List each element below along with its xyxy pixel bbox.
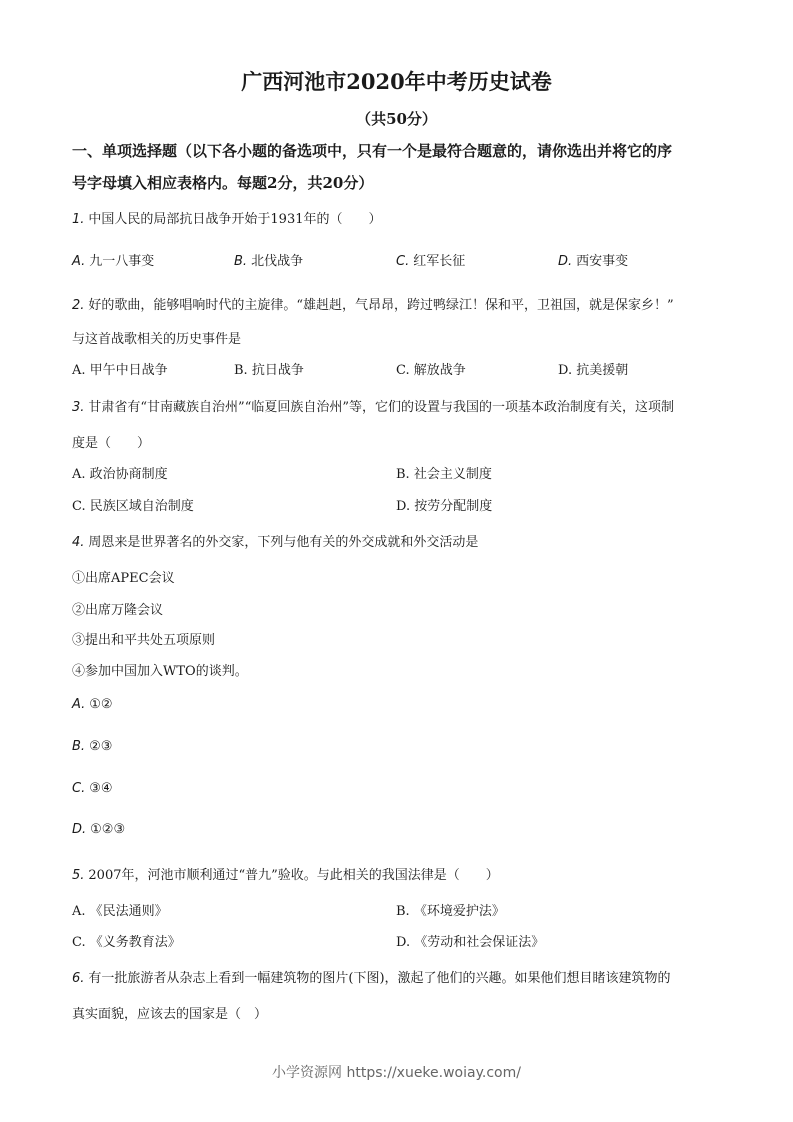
footer-watermark: 小学资源网 https://xueke.woiay.com/ <box>272 1065 521 1081</box>
q3-option-d: D. 按劳分配制度 <box>396 499 493 514</box>
q3-option-b: B. 社会主义制度 <box>396 467 492 482</box>
q1-option-c: C. 红军长征 <box>396 254 466 269</box>
q4-item-3: ③提出和平共处五项原则 <box>72 633 216 648</box>
q5-option-c: C. 《义务教育法》 <box>72 935 181 950</box>
question-1: 1. 中国人民的局部抗日战争开始于1931年的（ ） <box>72 212 382 227</box>
page-title: 广西河池市2020年中考历史试卷 <box>241 69 552 94</box>
q4-option-c: C. ③④ <box>72 781 113 796</box>
question-2-line2: 与这首战歌相关的历史事件是 <box>72 332 242 347</box>
q2-option-b: B. 抗日战争 <box>234 363 304 378</box>
q1-option-d: D. 西安事变 <box>558 254 629 269</box>
question-5: 5. 2007年，河池市顺利通过“普九”验收。与此相关的我国法律是（ ） <box>72 868 499 883</box>
question-3: 3. 甘肃省有“甘南藏族自治州”“临夏回族自治州”等，它们的设置与我国的一项基本政治制度有关，这项制 <box>72 400 674 415</box>
section-heading-line1: 一、单项选择题（以下各小题的备选项中，只有一个是最符合题意的，请你选出并将它的序 <box>72 142 673 160</box>
section-heading-line2: 号字母填入相应表格内。每题2分，共20分） <box>72 174 374 192</box>
question-6: 6. 有一批旅游者从杂志上看到一幅建筑物的图片(下图)，激起了他们的兴趣。如果他们想目睹该建筑物的 <box>72 971 671 986</box>
page-subtitle: （共50分） <box>356 110 437 128</box>
q2-option-d: D. 抗美援朝 <box>558 363 629 378</box>
q2-option-c: C. 解放战争 <box>396 363 466 378</box>
question-6-line2: 真实面貌，应该去的国家是（ ） <box>72 1007 268 1022</box>
question-4: 4. 周恩来是世界著名的外交家，下列与他有关的外交成就和外交活动是 <box>72 535 479 550</box>
question-2: 2. 好的歌曲，能够唱响时代的主旋律。“雄赳赳，气昂昂，跨过鸭绿江！保和平，卫祖国，就是保家乡！” <box>72 298 674 313</box>
q4-item-2: ②出席万隆会议 <box>72 603 164 618</box>
q2-option-a: A. 甲午中日战争 <box>72 363 168 378</box>
q4-item-1: ①出席APEC会议 <box>72 571 175 586</box>
q4-option-b: B. ②③ <box>72 739 113 754</box>
q1-option-b: B. 北伐战争 <box>234 254 304 269</box>
q4-option-d: D. ①②③ <box>72 822 126 837</box>
q3-option-c: C. 民族区域自治制度 <box>72 499 194 514</box>
question-3-line2: 度是（ ） <box>72 436 151 451</box>
q1-option-a: A. 九一八事变 <box>72 254 155 269</box>
q4-option-a: A. ①② <box>72 697 113 712</box>
q5-option-a: A. 《民法通则》 <box>72 904 168 919</box>
q5-option-d: D. 《劳动和社会保证法》 <box>396 935 545 950</box>
q4-item-4: ④参加中国加入WTO的谈判。 <box>72 664 248 679</box>
q5-option-b: B. 《环境爱护法》 <box>396 904 505 919</box>
q3-option-a: A. 政治协商制度 <box>72 467 168 482</box>
